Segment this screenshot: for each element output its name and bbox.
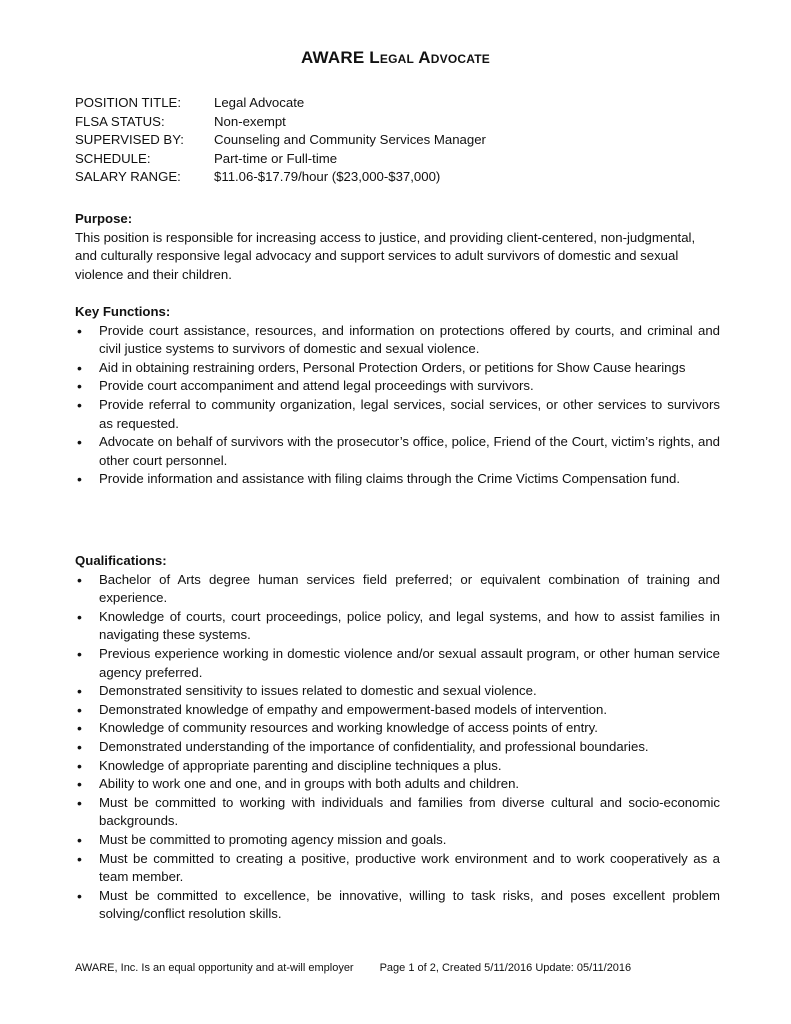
list-item: • Must be committed to working with individuals and families from diverse cultural and socio-economic backgrounds. <box>75 794 720 831</box>
list-item: • Provide information and assistance with filing claims through the Crime Victims Compensation fund. <box>75 470 720 489</box>
qualifications-heading: Qualifications: <box>75 553 167 568</box>
field-row <box>75 94 486 113</box>
list-item: • Aid in obtaining restraining orders, Personal Protection Orders, or petitions for Show Cause hearings <box>75 359 720 378</box>
field-row <box>75 113 486 132</box>
list-item: • Demonstrated sensitivity to issues related to domestic and sexual violence. <box>75 682 720 701</box>
list-item: • Demonstrated knowledge of empathy and empowerment-based models of intervention. <box>75 701 720 720</box>
key-functions-list <box>75 322 720 489</box>
key-functions-heading: Key Functions: <box>75 304 171 319</box>
footer-page-info: Page 1 of 2, Created 5/11/2016 Update: 05/11/2016 <box>379 962 632 974</box>
position-fields <box>75 94 486 187</box>
purpose-section <box>75 210 720 284</box>
field-label: SUPERVISED BY: <box>75 132 184 147</box>
key-functions-section <box>75 303 720 489</box>
list-item: • Bachelor of Arts degree human services field preferred; or equivalent combination of training and experience. <box>75 571 720 608</box>
list-item: • Knowledge of appropriate parenting and discipline techniques a plus. <box>75 757 720 776</box>
field-row <box>75 150 486 169</box>
list-item: • Must be committed to excellence, be innovative, willing to task risks, and poses excellent problem solving/conflict resolution skills. <box>75 887 720 924</box>
field-label: POSITION TITLE: <box>75 95 182 110</box>
field-value: Counseling and Community Services Manager <box>214 132 486 147</box>
field-row <box>75 131 486 150</box>
field-row <box>75 168 486 187</box>
list-item: • Must be committed to creating a positive, productive work environment and to work cooperatively as a team member. <box>75 850 720 887</box>
field-value: Non-exempt <box>214 113 286 129</box>
list-item: • Advocate on behalf of survivors with the prosecutor’s office, police, Friend of the Court, victim’s rights, and other court personnel. <box>75 433 720 470</box>
field-value: $11.06-$17.79/hour ($23,000-$37,000) <box>214 169 441 184</box>
list-item: • Ability to work one and one, and in groups with both adults and children. <box>75 775 720 794</box>
document-title <box>0 48 791 68</box>
field-label: FLSA STATUS: <box>75 113 165 129</box>
qualifications-section <box>75 552 720 924</box>
page-footer <box>75 962 631 974</box>
list-item: • Previous experience working in domestic violence and/or sexual assault program, or other human service agency preferred. <box>75 645 720 682</box>
list-item: • Provide referral to community organization, legal services, social services, or other services to survivors as requested. <box>75 396 720 433</box>
qualifications-list <box>75 571 720 924</box>
list-item: • Provide court assistance, resources, and information on protections offered by courts, and criminal and civil justice systems to survivors of domestic and sexual violence. <box>75 322 720 359</box>
list-item: • Knowledge of courts, court proceedings, police policy, and legal systems, and how to assist families in navigating these systems. <box>75 608 720 645</box>
purpose-text: This position is responsible for increasing access to justice, and providing client-centered, non-judgmental, and culturally responsive legal advocacy and support services to adult survivors of domestic and sexual violence and their children. <box>75 229 696 282</box>
footer-employer-statement: AWARE, Inc. Is an equal opportunity and at-will employer <box>75 962 354 974</box>
title-org: AWARE <box>301 48 365 67</box>
field-value: Legal Advocate <box>214 95 305 110</box>
list-item: • Provide court accompaniment and attend legal proceedings with survivors. <box>75 377 720 396</box>
field-value: Part-time or Full-time <box>214 150 338 166</box>
field-label: SCHEDULE: <box>75 150 151 166</box>
list-item: • Demonstrated understanding of the importance of confidentiality, and professional boundaries. <box>75 738 720 757</box>
list-item: • Must be committed to promoting agency mission and goals. <box>75 831 720 850</box>
list-item: • Knowledge of community resources and working knowledge of access points of entry. <box>75 719 720 738</box>
title-position: Legal Advocate <box>369 48 490 67</box>
purpose-heading: Purpose: <box>75 211 133 226</box>
field-label: SALARY RANGE: <box>75 169 181 184</box>
